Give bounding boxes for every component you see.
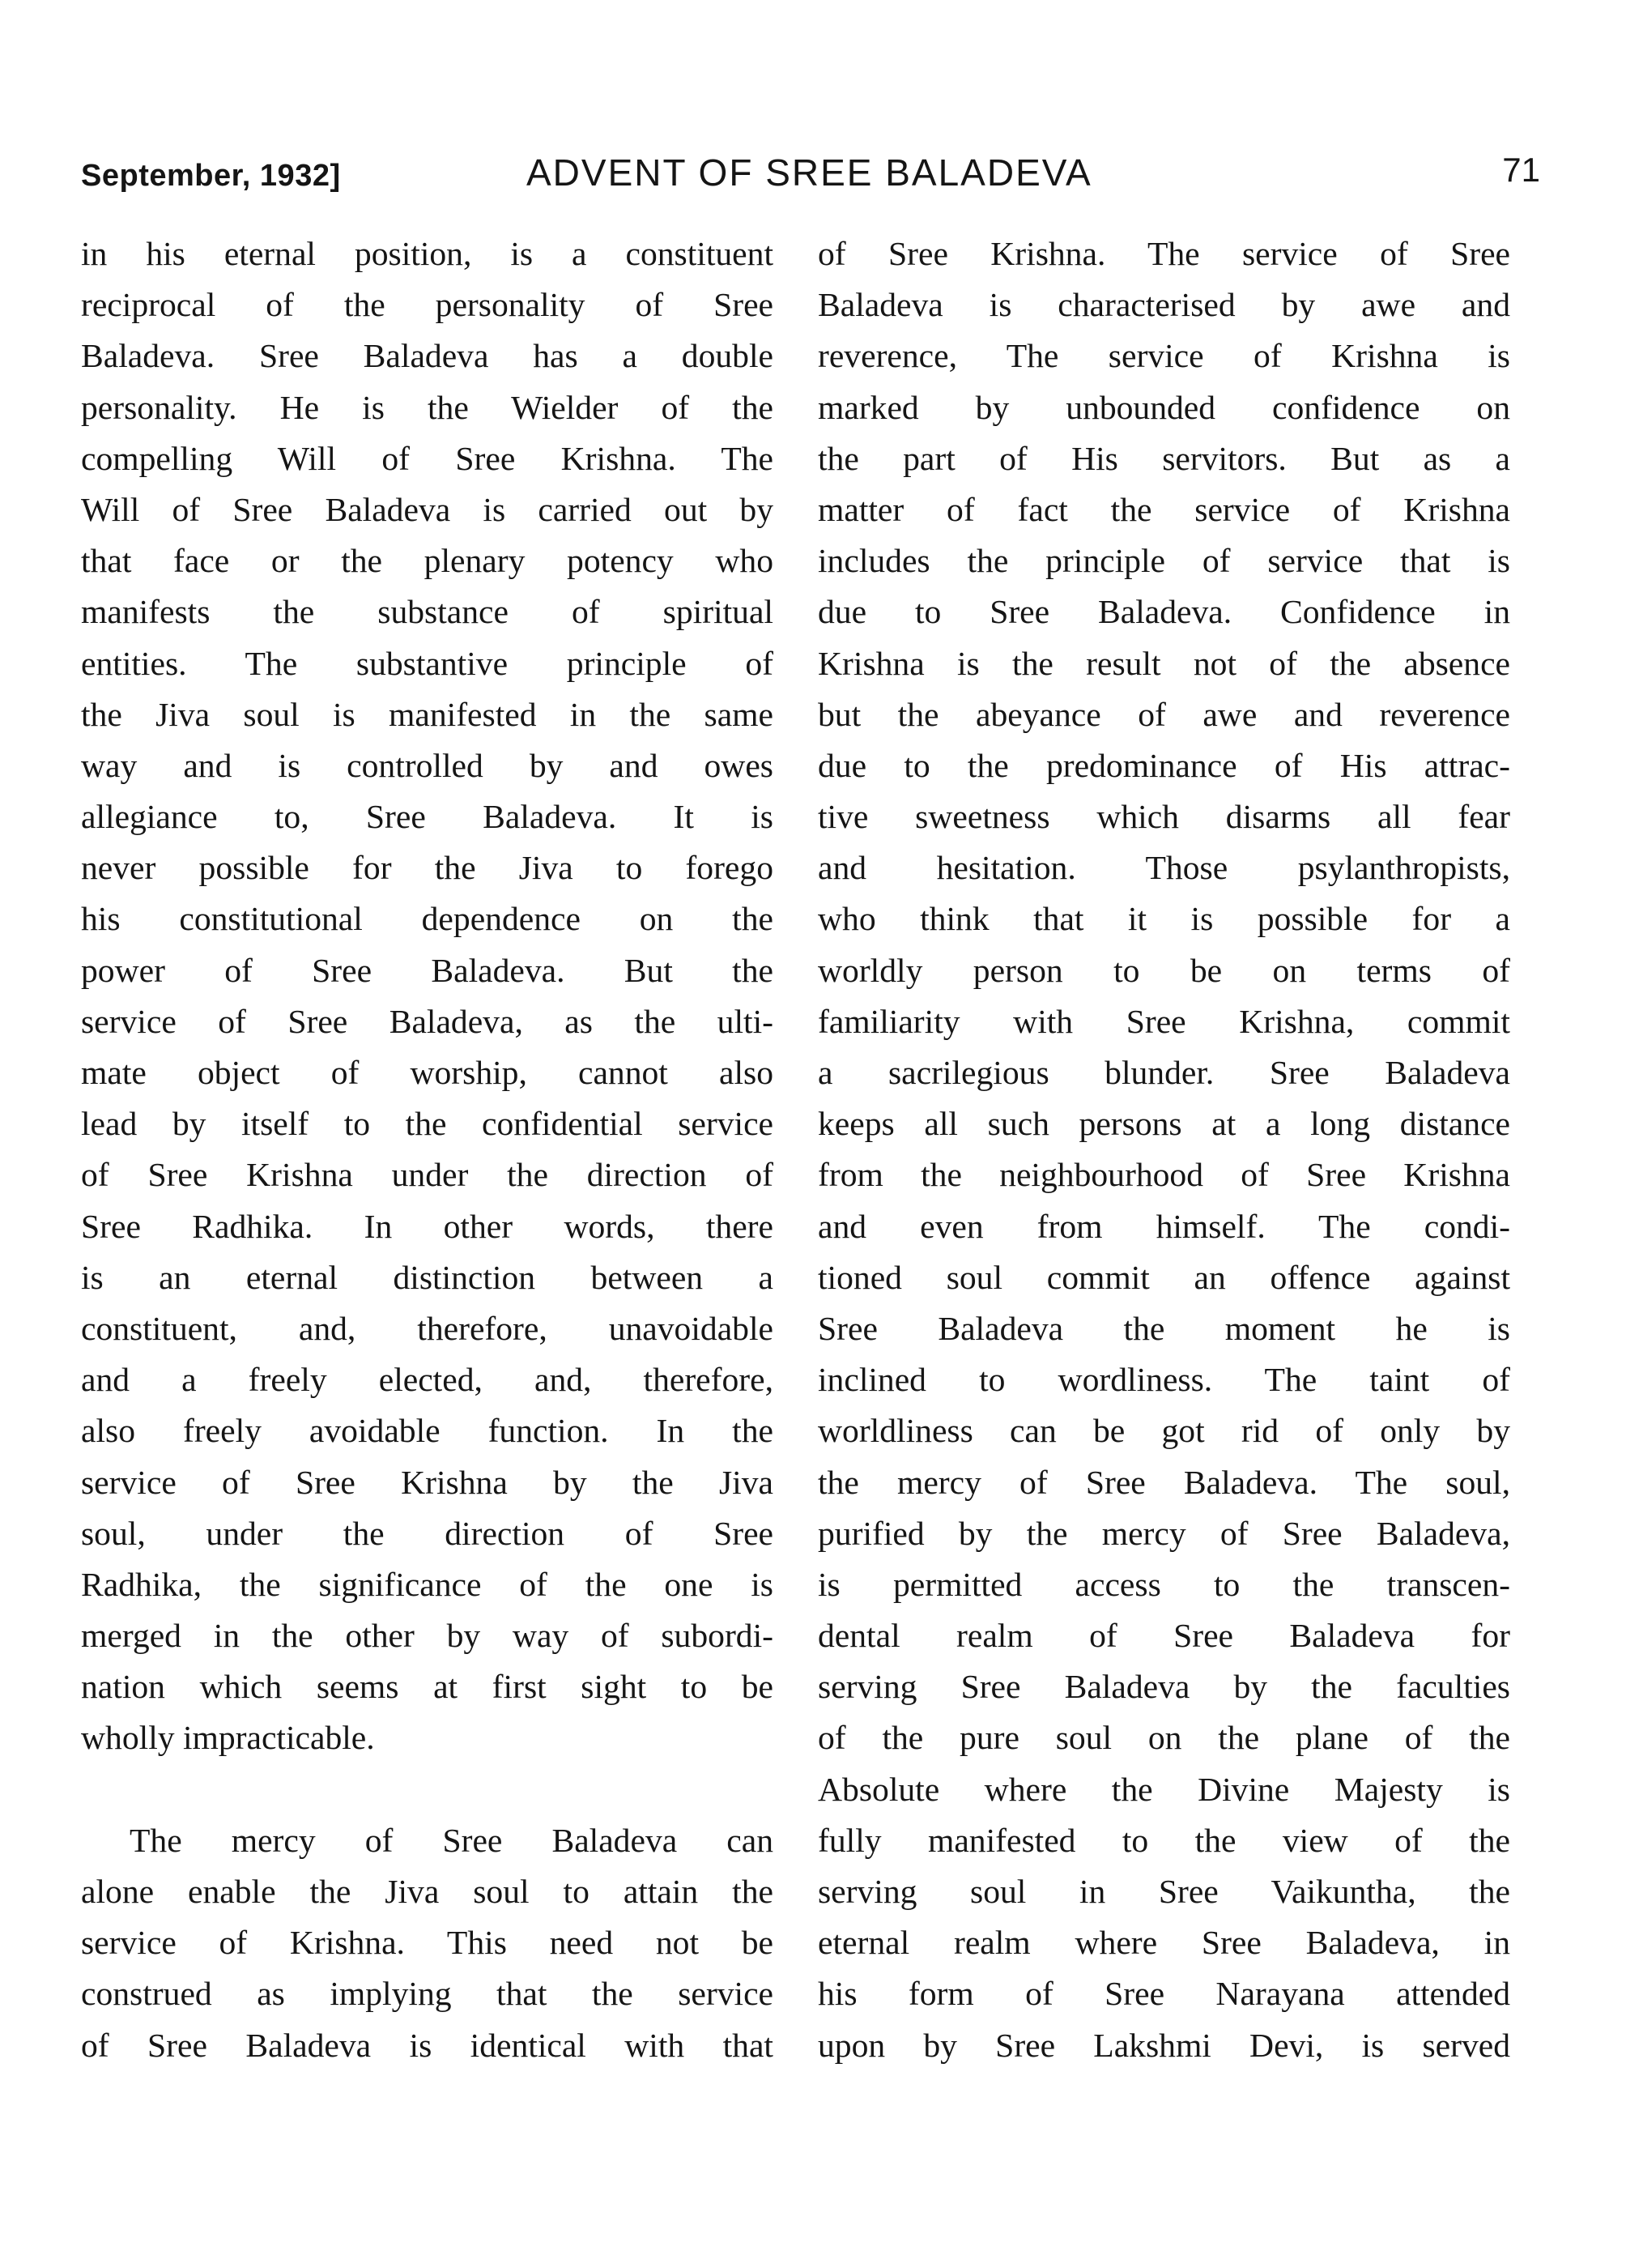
text-line: a sacrilegious blunder. Sree Baladeva [818, 1054, 1510, 1091]
text-line: due to Sree Baladeva. Confidence in [818, 593, 1510, 631]
text-line: includes the principle of service that is [818, 542, 1510, 580]
article-title: ADVENT OF SREE BALADEVA [526, 151, 1092, 194]
text-line: reciprocal of the personality of Sree [81, 286, 773, 324]
text-line: Baladeva is characterised by awe and [818, 286, 1510, 324]
text-line: due to the predominance of His attrac- [818, 746, 1510, 784]
text-line: inclined to wordliness. The taint of [818, 1361, 1510, 1399]
paragraph-break [81, 1764, 773, 1815]
text-line: Radhika, the significance of the one is [81, 1565, 773, 1603]
text-line: and even from himself. The condi- [818, 1207, 1510, 1245]
text-line: his constitutional dependence on the [81, 900, 773, 938]
text-line: manifests the substance of spiritual [81, 593, 773, 631]
text-line: Baladeva. Sree Baladeva has a double [81, 337, 773, 375]
text-line: of the pure soul on the plane of the [818, 1719, 1510, 1757]
text-line: tioned soul commit an offence against [818, 1258, 1510, 1296]
text-line: of Sree Baladeva is identical with that [81, 2026, 773, 2064]
text-line: Will of Sree Baladeva is carried out by [81, 490, 773, 528]
text-line: upon by Sree Lakshmi Devi, is served [818, 2026, 1510, 2064]
text-line: serving soul in Sree Vaikuntha, the [818, 1873, 1510, 1910]
text-line: compelling Will of Sree Krishna. The [81, 439, 773, 477]
text-line: never possible for the Jiva to forego [81, 849, 773, 887]
text-line: is permitted access to the transcen- [818, 1565, 1510, 1603]
text-line: reverence, The service of Krishna is [818, 337, 1510, 375]
text-line: service of Sree Baladeva, as the ulti- [81, 1002, 773, 1040]
text-line: that face or the plenary potency who [81, 542, 773, 580]
text-line: alone enable the Jiva soul to attain the [81, 1873, 773, 1910]
text-line: purified by the mercy of Sree Baladeva, [818, 1514, 1510, 1552]
page-number: 71 [1502, 151, 1540, 189]
text-line: Absolute where the Divine Majesty is [818, 1770, 1510, 1808]
text-line: and a freely elected, and, therefore, [81, 1361, 773, 1399]
text-line: wholly impracticable. [81, 1719, 375, 1757]
text-line: but the abeyance of awe and reverence [818, 695, 1510, 733]
text-line: construed as implying that the service [81, 1975, 773, 2013]
text-line: the mercy of Sree Baladeva. The soul, [818, 1463, 1510, 1501]
text-line: allegiance to, Sree Baladeva. It is [81, 798, 773, 836]
text-line: from the neighbourhood of Sree Krishna [818, 1156, 1510, 1194]
text-line: constituent, and, therefore, unavoidable [81, 1309, 773, 1347]
text-line: worldly person to be on terms of [818, 951, 1510, 989]
text-line: soul, under the direction of Sree [81, 1514, 773, 1552]
text-line: familiarity with Sree Krishna, commit [818, 1002, 1510, 1040]
paragraph-1 [81, 228, 773, 1764]
issue-date: September, 1932] [81, 159, 341, 193]
text-line: nation which seems at first sight to be [81, 1668, 773, 1706]
text-line: who think that it is possible for a [818, 900, 1510, 938]
text-line: Krishna is the result not of the absence [818, 644, 1510, 682]
text-line: way and is controlled by and owes [81, 746, 773, 784]
text-line: the part of His servitors. But as a [818, 439, 1510, 477]
text-line: of Sree Krishna. The service of Sree [818, 235, 1510, 272]
text-line: and hesitation. Those psylanthropists, [818, 849, 1510, 887]
text-line: in his eternal position, is a constituent [81, 235, 773, 272]
text-line: his form of Sree Narayana attended [818, 1975, 1510, 2013]
text-line: marked by unbounded confidence on [818, 388, 1510, 426]
left-column [81, 228, 773, 2071]
text-line: service of Krishna. This need not be [81, 1924, 773, 1962]
text-line: Sree Baladeva the moment he is [818, 1309, 1510, 1347]
running-header [81, 151, 1539, 199]
text-line: keeps all such persons at a long distance [818, 1105, 1510, 1143]
text-line: dental realm of Sree Baladeva for [818, 1617, 1510, 1655]
text-line: power of Sree Baladeva. But the [81, 951, 773, 989]
text-line: lead by itself to the confidential service [81, 1105, 773, 1143]
text-line: fully manifested to the view of the [818, 1821, 1510, 1859]
text-line: is an eternal distinction between a [81, 1258, 773, 1296]
text-line: tive sweetness which disarms all fear [818, 798, 1510, 836]
text-line: mate object of worship, cannot also [81, 1054, 773, 1091]
right-column [818, 228, 1510, 2071]
text-line: merged in the other by way of subordi- [81, 1617, 773, 1655]
text-line: the Jiva soul is manifested in the same [81, 695, 773, 733]
paragraph-2 [81, 1815, 773, 2071]
text-line: worldliness can be got rid of only by [818, 1412, 1510, 1450]
text-line: Sree Radhika. In other words, there [81, 1207, 773, 1245]
text-line: serving Sree Baladeva by the faculties [818, 1668, 1510, 1706]
text-line: The mercy of Sree Baladeva can [130, 1821, 773, 1859]
text-line: matter of fact the service of Krishna [818, 490, 1510, 528]
text-line: also freely avoidable function. In the [81, 1412, 773, 1450]
text-line: eternal realm where Sree Baladeva, in [818, 1924, 1510, 1962]
text-line: service of Sree Krishna by the Jiva [81, 1463, 773, 1501]
text-line: of Sree Krishna under the direction of [81, 1156, 773, 1194]
text-line: personality. He is the Wielder of the [81, 388, 773, 426]
text-line: entities. The substantive principle of [81, 644, 773, 682]
